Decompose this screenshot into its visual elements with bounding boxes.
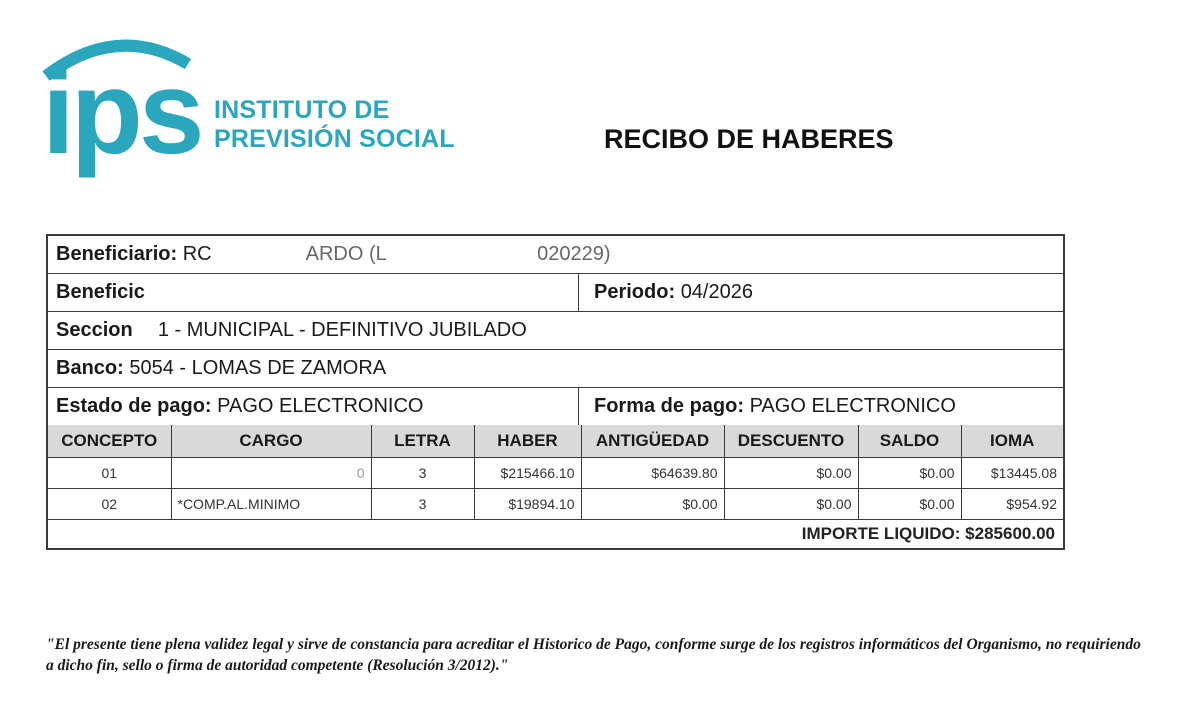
ips-logo — [42, 30, 462, 180]
cell-cargo: 0 — [171, 458, 371, 489]
header-letra: LETRA — [371, 425, 474, 458]
periodo-cell — [586, 274, 753, 310]
cell-antiguedad: $0.00 — [581, 489, 724, 520]
total-value: $285600.00 — [965, 524, 1055, 543]
banco-label: Banco: — [56, 357, 124, 379]
cell-concepto: 01 — [48, 458, 171, 489]
institution-name — [214, 96, 455, 154]
beneficiario-value-mid: ARDO (L — [305, 243, 387, 265]
header-concepto: CONCEPTO — [48, 425, 171, 458]
beneficiario-label: Beneficiario: — [56, 243, 178, 265]
logo-letters: ips — [42, 47, 201, 179]
cell-ioma: $13445.08 — [961, 458, 1063, 489]
importe-liquido — [802, 524, 1055, 544]
cell-cargo: *COMP.AL.MINIMO — [171, 489, 371, 520]
table-header-row — [48, 425, 1063, 458]
seccion-row — [48, 312, 1063, 350]
institution-name-line1: INSTITUTO DE — [214, 96, 390, 124]
receipt-box — [46, 234, 1065, 550]
beneficio-periodo-row — [48, 274, 1063, 312]
redaction-mask — [217, 242, 301, 268]
header-cargo: CARGO — [171, 425, 371, 458]
header-haber: HABER — [474, 425, 581, 458]
redaction-mask — [392, 242, 532, 268]
beneficiario-row — [48, 236, 1063, 274]
forma-pago-label: Forma de pago: — [594, 395, 745, 417]
periodo-value: 04/2026 — [680, 281, 753, 303]
seccion-value: 1 - MUNICIPAL - DEFINITIVO JUBILADO — [157, 319, 527, 341]
forma-pago-value: PAGO ELECTRONICO — [749, 395, 956, 417]
estado-pago-label: Estado de pago: — [56, 395, 212, 417]
beneficiario-value-end: 020229) — [537, 243, 611, 265]
cell-saldo: $0.00 — [858, 489, 961, 520]
table-row — [48, 458, 1063, 489]
banco-row — [48, 350, 1063, 388]
cell-haber: $19894.10 — [474, 489, 581, 520]
cell-antiguedad: $64639.80 — [581, 458, 724, 489]
legal-notice: "El presente tiene plena validez legal y sirve de constancia para acreditar el Historico de Pago, conforme surge de los registros informáticos del Organismo, no requiriendo a dicho fin, sello o firma de autoridad competente (Resolución 3/2012)." — [46, 636, 1141, 674]
table-row — [48, 489, 1063, 520]
beneficiario-value-start: RC — [182, 243, 212, 265]
cell-descuento: $0.00 — [724, 458, 858, 489]
document-title: RECIBO DE HABERES — [604, 124, 894, 154]
cell-letra: 3 — [371, 489, 474, 520]
cell-ioma: $954.92 — [961, 489, 1063, 520]
cell-concepto: 02 — [48, 489, 171, 520]
redaction-mask — [138, 318, 152, 344]
estado-pago-value: PAGO ELECTRONICO — [217, 395, 424, 417]
header-descuento: DESCUENTO — [724, 425, 858, 458]
header-ioma: IOMA — [961, 425, 1063, 458]
periodo-label: Periodo: — [594, 281, 676, 303]
beneficio-label: Beneficic — [56, 281, 145, 303]
forma-pago-cell — [586, 388, 956, 424]
header-saldo: SALDO — [858, 425, 961, 458]
seccion-label: Seccion — [56, 319, 133, 341]
banco-value: 5054 - LOMAS DE ZAMORA — [129, 357, 387, 379]
cell-saldo: $0.00 — [858, 458, 961, 489]
institution-name-line2: PREVISIÓN SOCIAL — [214, 125, 455, 153]
cell-haber: $215466.10 — [474, 458, 581, 489]
pago-row — [48, 388, 1063, 426]
concepts-table — [48, 425, 1063, 520]
total-label: IMPORTE LIQUIDO: — [801, 524, 961, 543]
cell-letra: 3 — [371, 458, 474, 489]
cell-descuento: $0.00 — [724, 489, 858, 520]
header-antiguedad: ANTIGÜEDAD — [581, 425, 724, 458]
column-divider — [578, 388, 579, 425]
column-divider — [578, 274, 579, 311]
